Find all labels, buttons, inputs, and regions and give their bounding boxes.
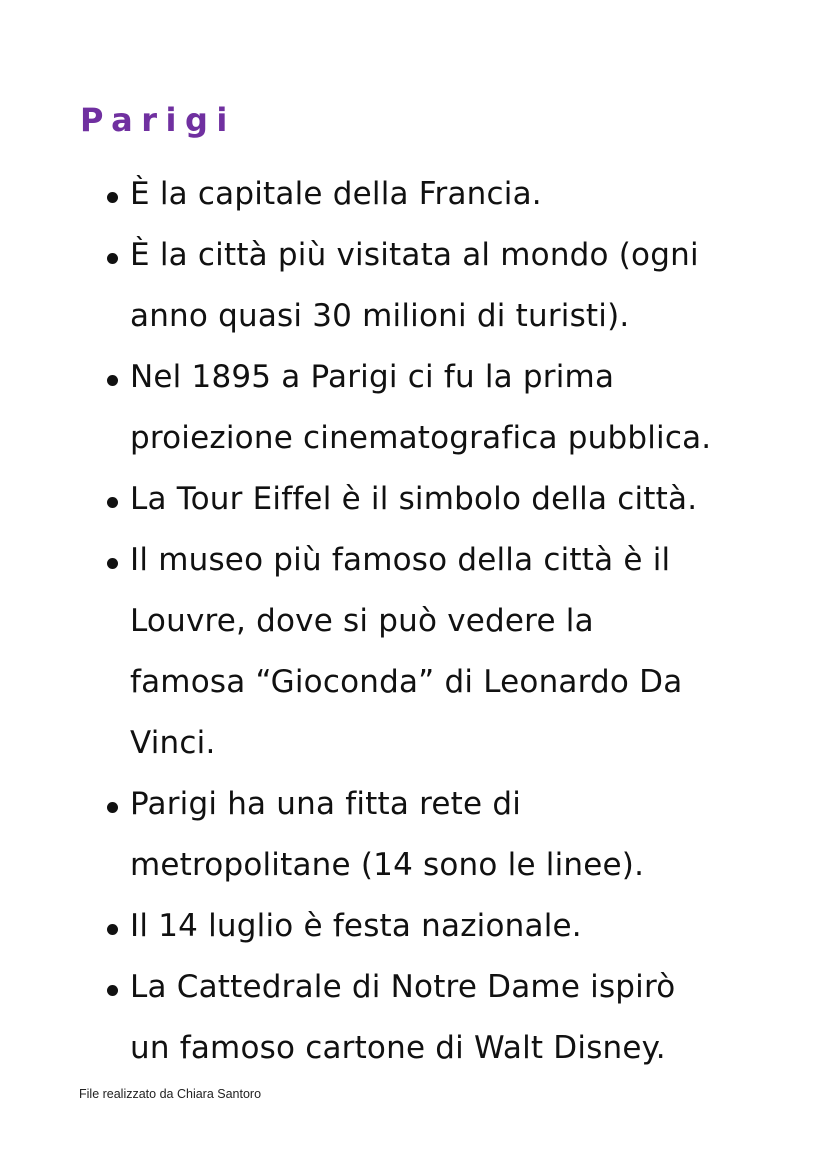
page-title: Parigi [80,101,236,139]
list-item [0,164,828,225]
bullet-icon [107,497,118,508]
bullet-icon [107,375,118,386]
list-item-text-line: Nel 1895 a Parigi ci fu la prima [130,359,615,395]
list-item [0,469,828,530]
list-item-text-line: Louvre, dove si può vedere la [130,603,594,639]
bullet-icon [107,985,118,996]
bullet-icon [107,192,118,203]
list-item-text-line: anno quasi 30 milioni di turisti). [130,298,630,334]
list-item-text-line: La Tour Eiffel è il simbolo della città. [130,481,698,517]
list-item [0,347,828,469]
list-item-text-line: È la città più visitata al mondo (ogni [130,237,699,273]
bullet-icon [107,558,118,569]
list-item [0,225,828,347]
list-item-text-line: famosa “Gioconda” di Leonardo Da [130,664,683,700]
bullet-icon [107,802,118,813]
list-item-text-line: È la capitale della Francia. [130,176,542,212]
bullet-icon [107,253,118,264]
list-item-text-line: Vinci. [130,725,216,761]
bullet-list [0,164,828,1079]
list-item [0,530,828,774]
list-item-text-line: un famoso cartone di Walt Disney. [130,1030,666,1066]
list-item-text-line: Il museo più famoso della città è il [130,542,671,578]
list-item [0,774,828,896]
list-item [0,896,828,957]
footer-credit: File realizzato da Chiara Santoro [79,1087,262,1101]
bullet-icon [107,924,118,935]
list-item-text-line: La Cattedrale di Notre Dame ispirò [130,969,676,1005]
list-item-text-line: metropolitane (14 sono le linee). [130,847,645,883]
list-item-text-line: Parigi ha una fitta rete di [130,786,522,822]
list-item-text-line: proiezione cinematografica pubblica. [130,420,712,456]
list-item [0,957,828,1079]
list-item-text-line: Il 14 luglio è festa nazionale. [130,908,582,944]
